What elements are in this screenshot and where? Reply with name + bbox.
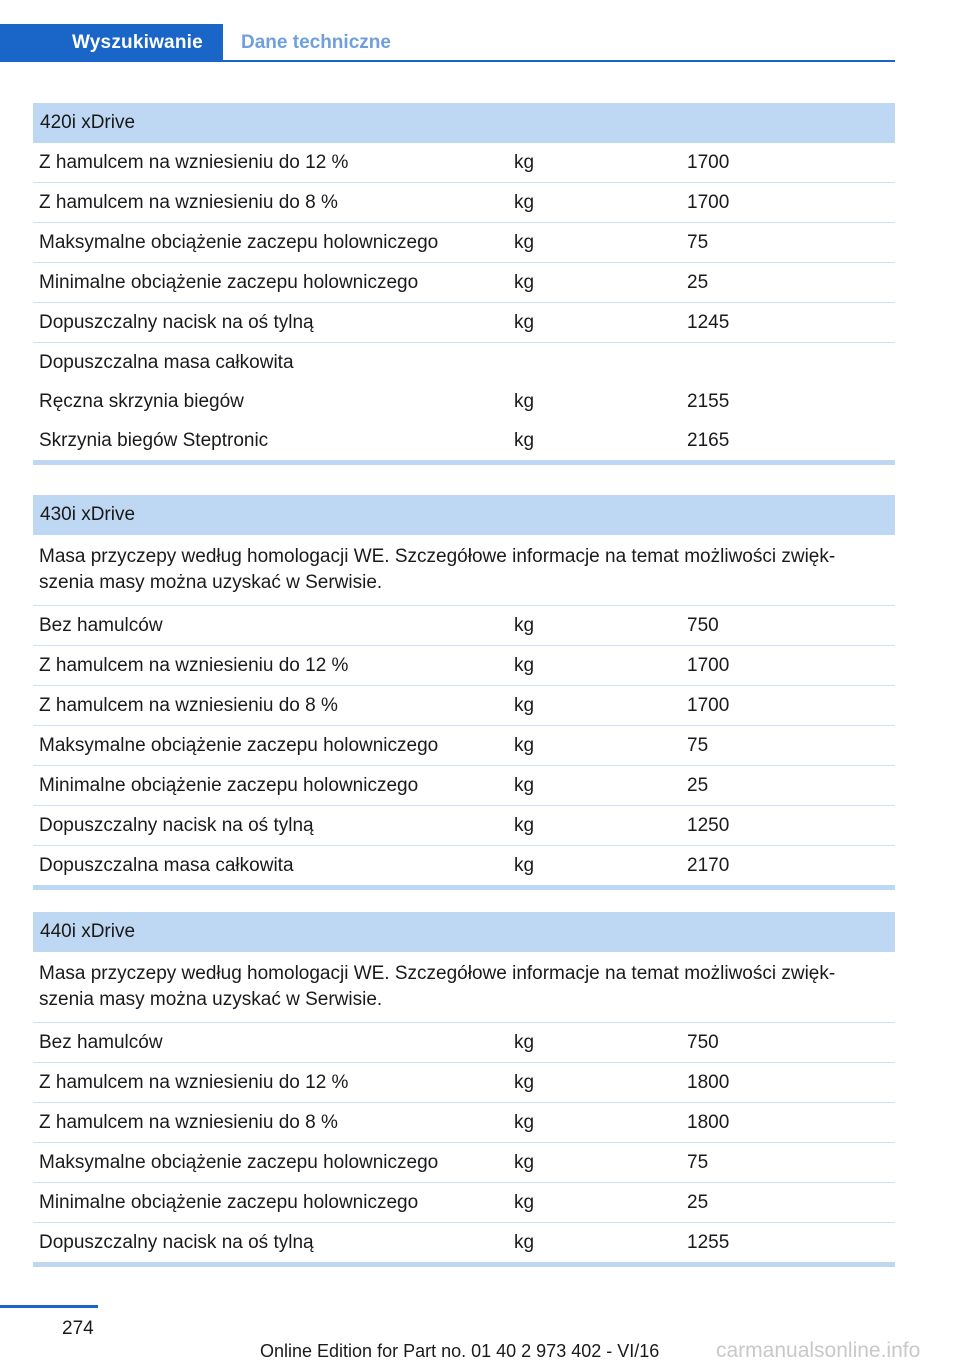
row-label: Skrzynia biegów Steptronic: [39, 430, 269, 451]
row-unit: kg: [514, 1232, 535, 1253]
table-row: [33, 1023, 895, 1063]
row-unit: kg: [514, 1072, 535, 1093]
row-label: Maksymalne obciążenie zaczepu holowniczego: [39, 1152, 439, 1173]
table-row: [33, 143, 895, 183]
row-unit: kg: [514, 615, 535, 636]
spec-table-420i: [33, 103, 895, 465]
row-label: Maksymalne obciążenie zaczepu holowniczego: [39, 232, 439, 253]
row-label: Dopuszczalny nacisk na oś tylną: [39, 312, 314, 333]
table-title: 420i xDrive: [33, 103, 895, 143]
table-row: [33, 1143, 895, 1183]
table-row: [33, 223, 895, 263]
row-label: Z hamulcem na wzniesieniu do 12 %: [39, 152, 349, 173]
row-label: Bez hamulców: [39, 1032, 163, 1053]
row-unit: kg: [514, 312, 535, 333]
row-label: Maksymalne obciążenie zaczepu holowniczego: [39, 735, 439, 756]
row-label: Dopuszczalna masa całkowita: [39, 855, 294, 876]
table-row: [33, 1183, 895, 1223]
watermark: carmanualsonline.info: [716, 1339, 921, 1362]
row-label: Z hamulcem na wzniesieniu do 8 %: [39, 695, 338, 716]
row-unit: kg: [514, 272, 535, 293]
row-unit: kg: [514, 1112, 535, 1133]
table-note: Masa przyczepy według homologacji WE. Szczegółowe informacje na temat możliwości zwięk-szenia masy można uzyskać w Serwisie.: [33, 952, 895, 1023]
header-divider: [0, 60, 895, 62]
tab-search[interactable]: Wyszukiwanie: [0, 24, 223, 62]
row-value: 750: [687, 1032, 719, 1053]
row-value: 75: [687, 735, 709, 756]
row-unit: kg: [514, 775, 535, 796]
edition-footer: Online Edition for Part no. 01 40 2 973 402 - VI/16: [260, 1341, 660, 1361]
row-value: 1245: [687, 312, 730, 333]
row-value: 1250: [687, 815, 730, 836]
table-row: [33, 646, 895, 686]
row-unit: kg: [514, 192, 535, 213]
row-label: Bez hamulców: [39, 615, 163, 636]
table-row: [33, 1063, 895, 1103]
row-unit: kg: [514, 430, 535, 451]
table-subheading-row: [33, 343, 895, 382]
row-label: Ręczna skrzynia biegów: [39, 391, 244, 412]
row-label: Dopuszczalny nacisk na oś tylną: [39, 1232, 314, 1253]
row-value: 2170: [687, 855, 730, 876]
row-unit: kg: [514, 735, 535, 756]
row-unit: kg: [514, 391, 535, 412]
table-row: [33, 686, 895, 726]
row-value: 75: [687, 1152, 709, 1173]
table-row: [33, 263, 895, 303]
table-row: [33, 1223, 895, 1262]
row-unit: kg: [514, 152, 535, 173]
row-value: 1700: [687, 152, 730, 173]
row-value: 1255: [687, 1232, 730, 1253]
table-row: [33, 421, 895, 460]
page-number-bar: [0, 1305, 98, 1308]
row-label: Dopuszczalny nacisk na oś tylną: [39, 815, 314, 836]
row-value: 75: [687, 232, 709, 253]
row-unit: kg: [514, 1152, 535, 1173]
table-row: [33, 846, 895, 885]
row-label: Z hamulcem na wzniesieniu do 12 %: [39, 1072, 349, 1093]
table-row: [33, 303, 895, 343]
table-row: [33, 382, 895, 421]
table-row: [33, 183, 895, 223]
row-label: Z hamulcem na wzniesieniu do 8 %: [39, 1112, 338, 1133]
table-row: [33, 766, 895, 806]
row-value: 2165: [687, 430, 730, 451]
row-unit: kg: [514, 1192, 535, 1213]
row-value: 1700: [687, 655, 730, 676]
spec-table-440i: [33, 912, 895, 1267]
page-number: 274: [62, 1318, 94, 1339]
table-title: 440i xDrive: [33, 912, 895, 952]
row-value: 25: [687, 775, 709, 796]
row-label: Z hamulcem na wzniesieniu do 8 %: [39, 192, 338, 213]
row-unit: kg: [514, 232, 535, 253]
row-value: 1700: [687, 695, 730, 716]
row-label: Z hamulcem na wzniesieniu do 12 %: [39, 655, 349, 676]
row-value: 1700: [687, 192, 730, 213]
row-value: 1800: [687, 1112, 730, 1133]
row-value: 25: [687, 1192, 709, 1213]
top-navigation: [0, 24, 895, 62]
row-value: 2155: [687, 391, 730, 412]
row-value: 1800: [687, 1072, 730, 1093]
row-unit: kg: [514, 655, 535, 676]
spec-table-430i: [33, 495, 895, 890]
row-unit: kg: [514, 1032, 535, 1053]
row-value: 750: [687, 615, 719, 636]
row-unit: kg: [514, 815, 535, 836]
table-row: [33, 606, 895, 646]
row-unit: kg: [514, 855, 535, 876]
row-label: Minimalne obciążenie zaczepu holowniczego: [39, 272, 419, 293]
table-row: [33, 1103, 895, 1143]
tab-technical-data[interactable]: Dane techniczne: [241, 32, 391, 53]
row-label: Minimalne obciążenie zaczepu holowniczego: [39, 1192, 419, 1213]
row-value: 25: [687, 272, 709, 293]
table-row: [33, 726, 895, 766]
table-row: [33, 806, 895, 846]
row-label: Minimalne obciążenie zaczepu holowniczego: [39, 775, 419, 796]
row-label: Dopuszczalna masa całkowita: [39, 352, 294, 373]
table-title: 430i xDrive: [33, 495, 895, 535]
table-note: Masa przyczepy według homologacji WE. Szczegółowe informacje na temat możliwości zwięk-szenia masy można uzyskać w Serwisie.: [33, 535, 895, 606]
row-unit: kg: [514, 695, 535, 716]
